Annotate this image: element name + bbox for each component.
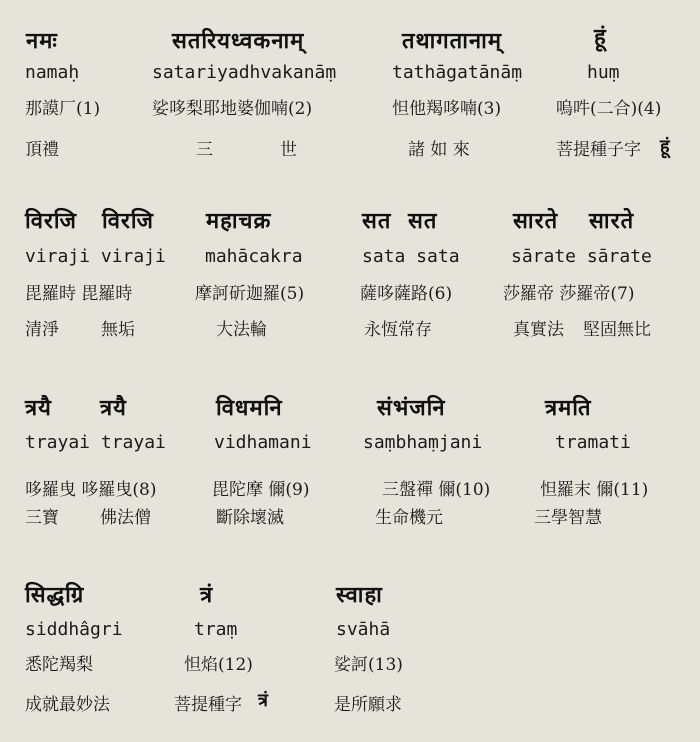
- siddham-sarate-2: सारते: [589, 208, 635, 234]
- roman-tram: traṃ: [194, 619, 238, 640]
- siddham-siddhagri: सिद्धग्रि: [25, 582, 85, 608]
- roman-tathagatanam: tathāgatānāṃ: [392, 62, 523, 83]
- transcription-11: 怛羅末 儞(11): [540, 480, 649, 500]
- roman-namah: namaḥ: [25, 62, 80, 83]
- siddham-trayai-1: त्रयै: [25, 395, 52, 421]
- transcription-7: 莎羅帝 莎羅帝(7): [503, 284, 635, 304]
- roman-vidhamani: vidhamani: [214, 432, 312, 453]
- meaning-wish: 是所願求: [334, 695, 402, 715]
- meaning-pure: 清淨: [25, 320, 59, 340]
- transcription-3: 怛他羯哆喃(3): [392, 99, 502, 119]
- siddham-sarate-1: सारते: [513, 208, 559, 234]
- meaning-true-dharma: 真實法: [513, 320, 564, 340]
- siddham-tram-inline: त्रं: [258, 690, 269, 711]
- siddham-sata-1: सत: [362, 208, 392, 234]
- transcription-13: 娑訶(13): [334, 655, 403, 675]
- meaning-unbreakable: 堅固無比: [583, 320, 651, 340]
- transcription-viraji: 毘羅時 毘羅時: [25, 284, 133, 304]
- roman-sata: sata sata: [362, 246, 460, 267]
- roman-viraji: viraji viraji: [25, 246, 166, 267]
- roman-svaha: svāhā: [336, 619, 391, 640]
- meaning-supreme-dharma: 成就最妙法: [25, 695, 110, 715]
- meaning-three-jewels: 三寶: [25, 508, 59, 528]
- meaning-three: 三: [196, 140, 213, 160]
- meaning-bodhi-seed-2: 菩提種字: [174, 695, 242, 715]
- roman-sambhamjani: saṃbhaṃjani: [363, 432, 483, 453]
- siddham-sambhamjani: संभंजनि: [377, 395, 446, 421]
- siddham-viraji-2: विरजि: [102, 208, 154, 234]
- transcription-6: 薩哆薩路(6): [360, 284, 453, 304]
- meaning-life-source: 生命機元: [375, 508, 443, 528]
- meaning-worlds: 世: [280, 140, 297, 160]
- transcription-1: 那謨厂(1): [25, 99, 101, 119]
- transcription-2: 娑哆梨耶地婆伽喃(2): [152, 99, 313, 119]
- siddham-tramati: त्रमति: [545, 395, 592, 421]
- siddham-namah: नमः: [26, 28, 58, 54]
- transcription-siddhagri: 悉陀羯梨: [25, 655, 93, 675]
- meaning-homage: 頂禮: [25, 140, 59, 160]
- siddham-trayai-2: त्रयै: [100, 395, 127, 421]
- siddham-hum: हूं: [594, 24, 607, 50]
- meaning-stainless: 無垢: [101, 320, 135, 340]
- siddham-mahacakra: महाचक्र: [206, 208, 272, 234]
- transcription-9: 毘陀摩 儞(9): [212, 480, 310, 500]
- roman-hum: huṃ: [587, 62, 620, 83]
- meaning-eternal: 永恆常存: [364, 320, 432, 340]
- meaning-bodhi-seed: 菩提種子字: [556, 140, 641, 160]
- siddham-viraji-1: विरजि: [25, 208, 77, 234]
- meaning-destroy: 斷除壞滅: [216, 508, 284, 528]
- siddham-vidhamani: विधमनि: [216, 395, 283, 421]
- roman-siddhagri: siddhâgri: [25, 619, 123, 640]
- meaning-buddha-dharma-sangha: 佛法僧: [100, 508, 151, 528]
- roman-mahacakra: mahācakra: [205, 246, 303, 267]
- siddham-tathagatanam: तथागतानाम्: [402, 28, 502, 54]
- roman-satariyadhvakanam: satariyadhvakanāṃ: [152, 62, 337, 83]
- transcription-12: 怛焰(12): [184, 655, 253, 675]
- siddham-satariyadhvakanam: सतरियध्वकनाम्: [172, 28, 305, 54]
- meaning-three-learnings: 三學智慧: [534, 508, 602, 528]
- meaning-great-wheel: 大法輪: [216, 320, 267, 340]
- siddham-sata-2: सत: [408, 208, 438, 234]
- siddham-hum-inline: हूं: [660, 136, 671, 157]
- meaning-tathagatas: 諸 如 來: [408, 140, 470, 160]
- siddham-tram: त्रं: [200, 582, 214, 608]
- transcription-4: 嗚吽(二合)(4): [556, 99, 662, 119]
- roman-trayai: trayai trayai: [25, 432, 166, 453]
- roman-sarate: sārate sārate: [511, 246, 652, 267]
- transcription-5: 摩訶斫迦羅(5): [195, 284, 305, 304]
- siddham-svaha: स्वाहा: [336, 582, 383, 608]
- transcription-8: 哆羅曳 哆羅曳(8): [25, 480, 157, 500]
- roman-tramati: tramati: [555, 432, 631, 453]
- transcription-10: 三盤禪 儞(10): [382, 480, 491, 500]
